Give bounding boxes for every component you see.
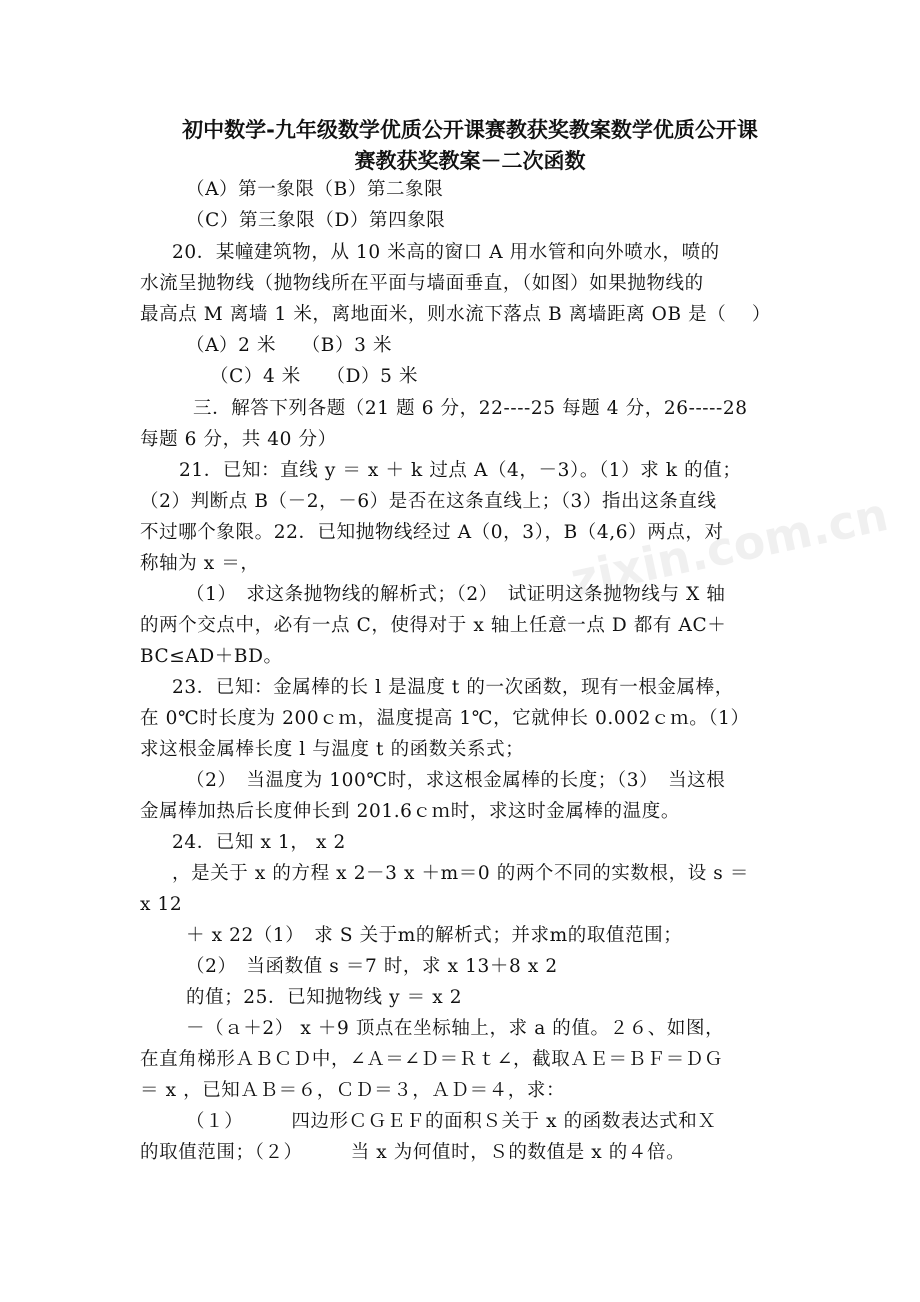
text-line: 求这根金属棒长度 l 与温度 t 的函数关系式； [140,739,525,760]
text-line: 在直角梯形ＡＢＣＤ中，∠Ａ＝∠Ｄ＝Ｒｔ∠，截取ＡＥ＝ＢＦ＝ＤＧ [140,1049,724,1070]
text-line: （C）4 米 （D）5 米 [210,366,419,387]
text-line: 的值；25．已知抛物线 y ＝ x 2 [186,987,463,1008]
text-line: 称轴为 x ＝， [140,553,260,574]
text-line: 不过哪个象限。22．已知抛物线经过 A（0，3），B（4,6）两点，对 [140,522,724,543]
text-line: 24．已知 x 1， x 2 [172,832,346,853]
text-line: 三．解答下列各题（21 题 6 分，22----25 每题 4 分，26-----28 [193,398,748,419]
document-title-line-2: 赛教获奖教案－二次函数 [354,149,586,173]
text-line: 每题 6 分，共 40 分） [140,429,337,450]
text-line: （2） 当函数值 s ＝7 时，求 x 13＋8 x 2 [186,956,558,977]
document-title-line-1: 初中数学-九年级数学优质公开课赛教获奖教案数学优质公开课 [182,118,758,142]
text-line: （１） 四边形ＣＧＥＦ的面积Ｓ关于 x 的函数表达式和Ｘ [186,1111,717,1132]
text-line: 20．某幢建筑物，从 10 米高的窗口 A 用水管和向外喷水，喷的 [172,242,720,263]
text-line: 水流呈抛物线（抛物线所在平面与墙面垂直，（如图）如果抛物线的 [140,273,704,294]
text-line: （A）第一象限（B）第二象限 [186,179,444,200]
text-line: （2）判断点 B（－2，－6）是否在这条直线上；（3）指出这条直线 [140,491,717,512]
text-line: －（ａ＋2） x ＋9 顶点在坐标轴上，求 a 的值。２６、如图， [186,1018,725,1039]
text-line: ＋ x 22（1） 求 S 关于m的解析式；并求m的取值范围； [186,925,683,946]
text-line: （C）第三象限（D）第四象限 [186,210,446,231]
text-line: ＝ x ，已知ＡＢ＝６，ＣＤ＝３，ＡＤ＝４，求： [140,1080,566,1101]
text-line: x 12 [140,894,183,915]
watermark: zixin.com.cn [565,487,893,607]
text-line: BC≤AD＋BD。 [140,646,283,667]
text-line: 金属棒加热后长度伸长到 201.6ｃｍ时，求这时金属棒的温度。 [140,801,680,822]
text-line: 的两个交点中，必有一点 C，使得对于 x 轴上任意一点 D 都有 AC＋ [140,615,727,636]
text-line: ，是关于 x 的方程 x 2－3 x ＋m＝0 的两个不同的实数根，设 s ＝ [172,863,749,884]
text-line: 23．已知：金属棒的长 l 是温度 t 的一次函数，现有一根金属棒， [172,677,734,698]
text-line: （2） 当温度为 100℃时，求这根金属棒的长度；（3） 当这根 [186,770,726,791]
text-line: 21．已知：直线 y ＝ x ＋ k 过点 A（4，－3）。（1）求 k 的值； [179,460,742,481]
text-line: （A）2 米 （B）3 米 [186,335,393,356]
text-line: （1） 求这条抛物线的解析式；（2） 试证明这条抛物线与 X 轴 [186,584,726,605]
text-line: 的取值范围；（２） 当 x 为何值时，Ｓ的数值是 x 的４倍。 [140,1142,686,1163]
text-line: 在 0℃时长度为 200ｃｍ，温度提高 1℃，它就伸长 0.002ｃｍ。（1） [140,708,750,729]
text-line: 最高点 M 离墙 1 米，离地面米，则水流下落点 B 离墙距离 OB 是（ ） [140,304,771,325]
